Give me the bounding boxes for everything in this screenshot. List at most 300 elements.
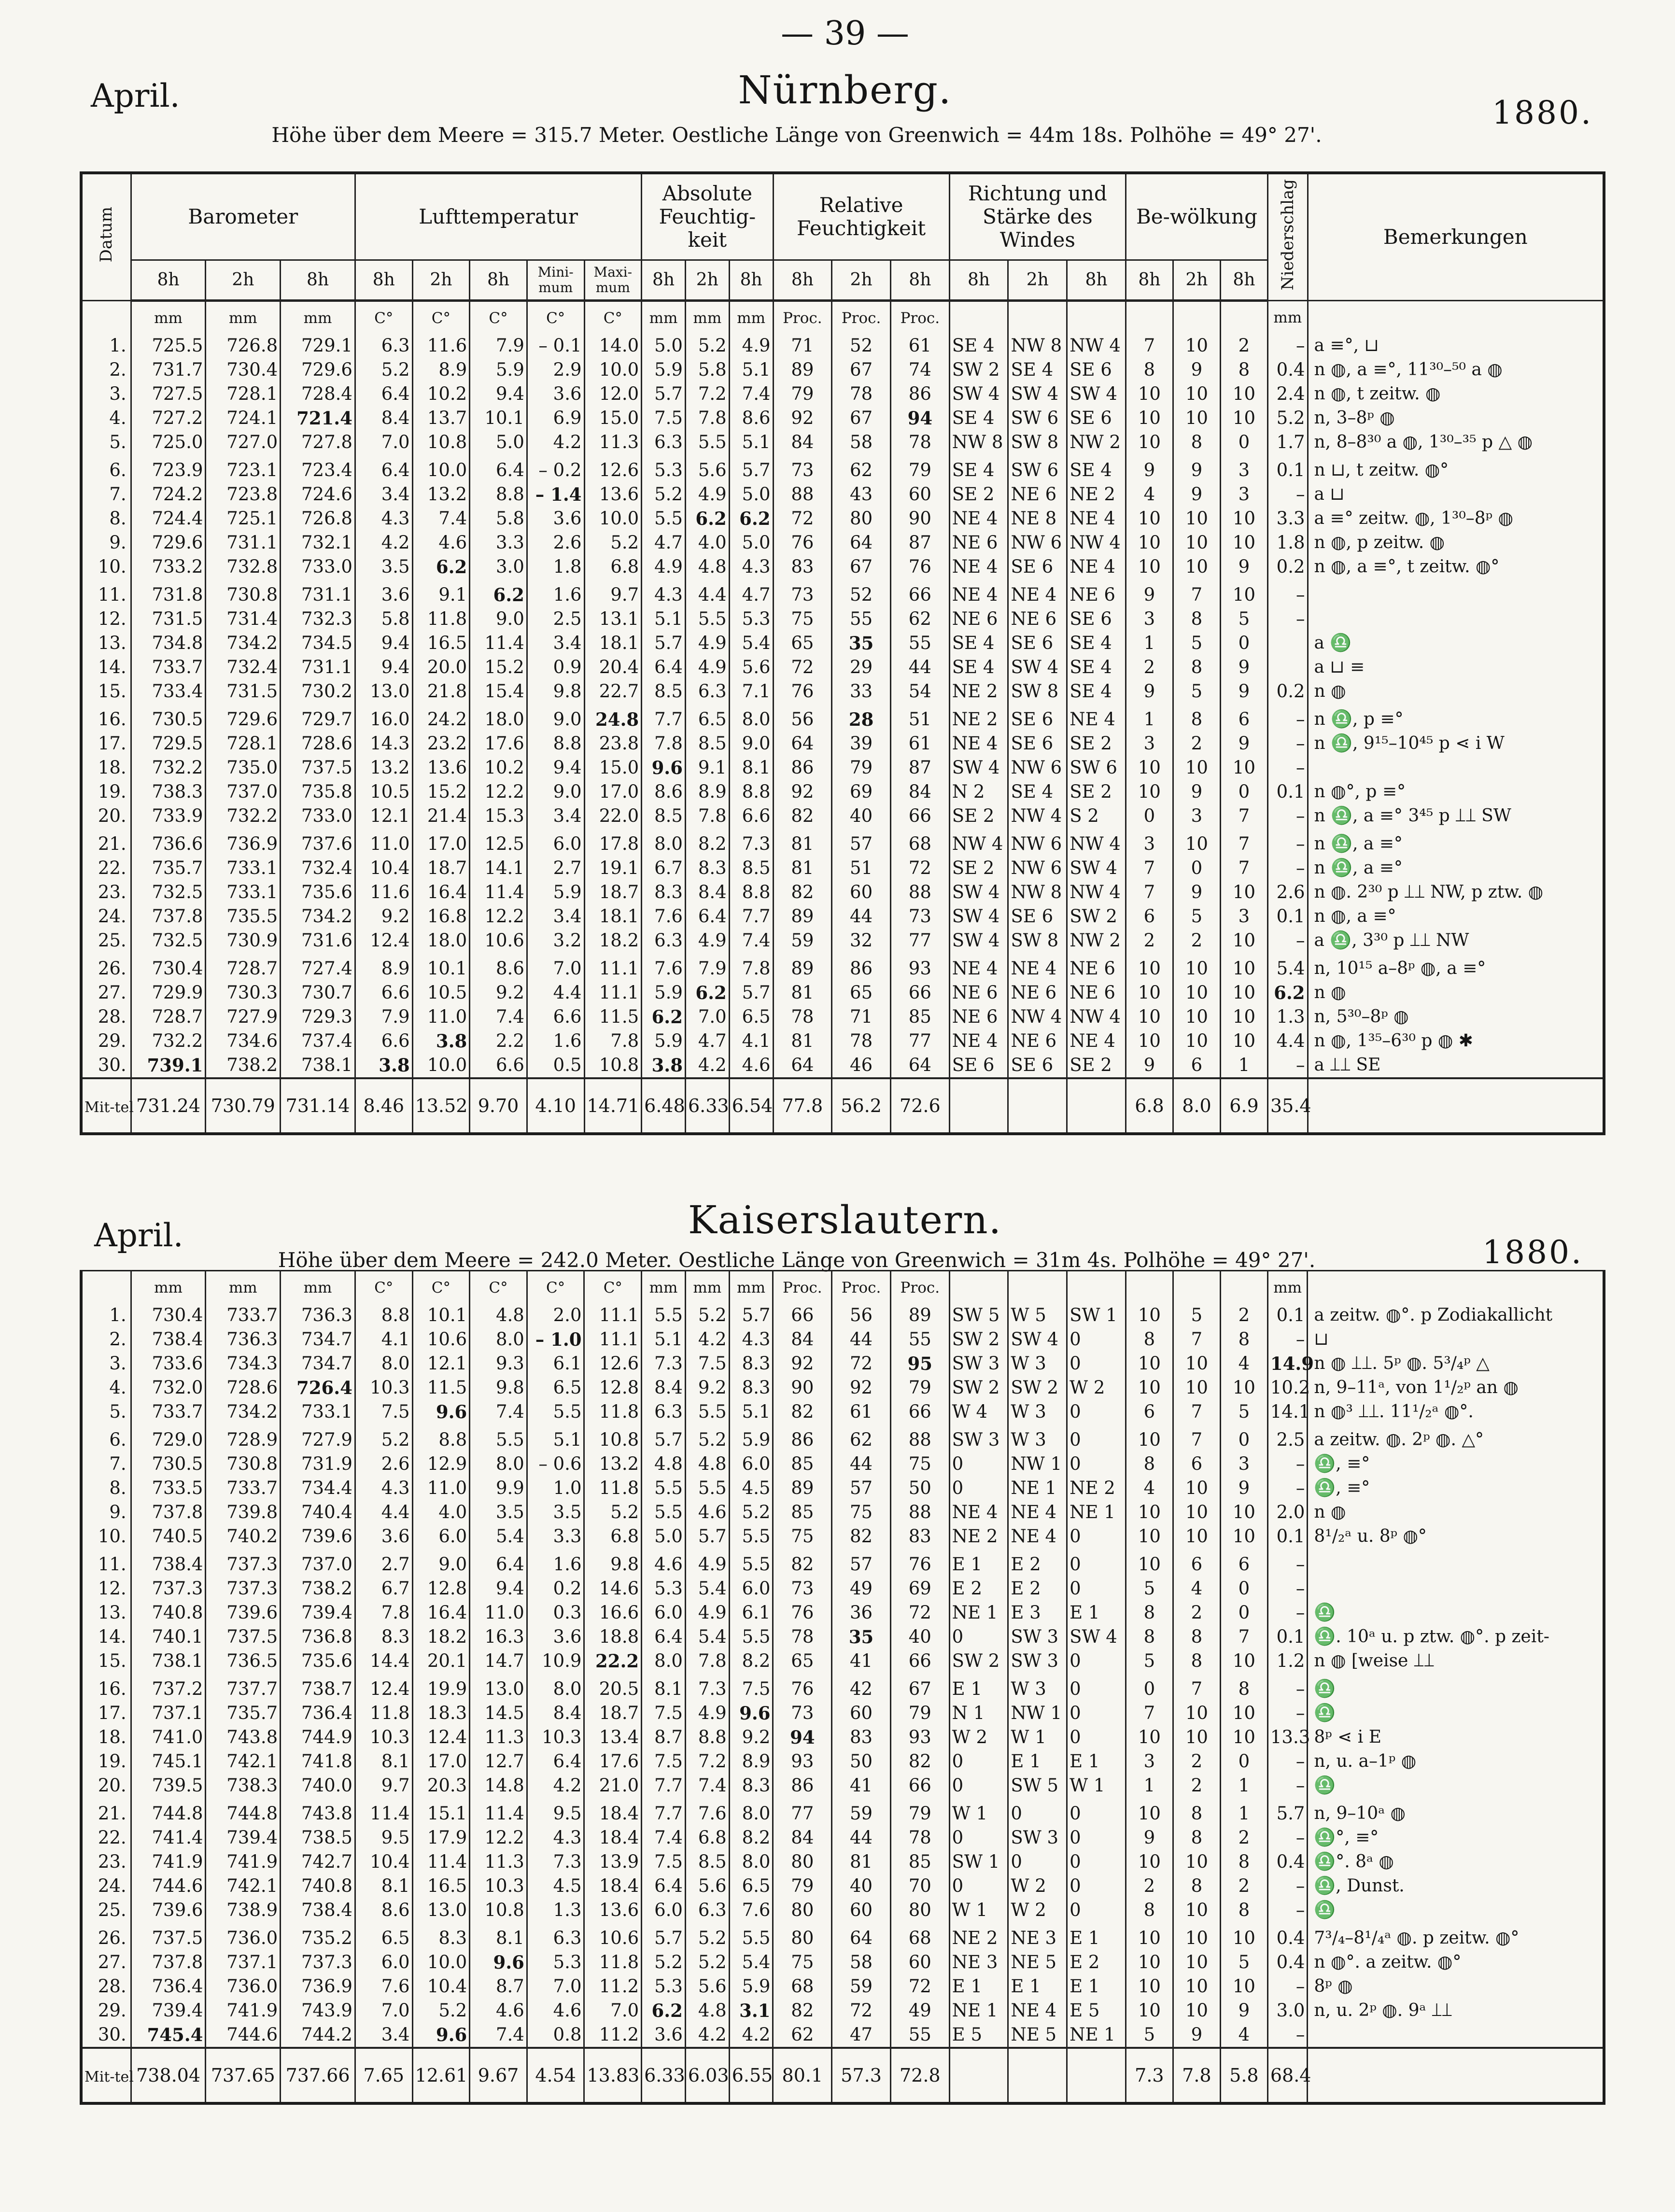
- rel-8h-evening-value: 79: [908, 1803, 931, 1824]
- temp-max-value: 6.8: [610, 556, 639, 577]
- temp-max-value: 18.2: [599, 930, 639, 951]
- cloud-8h-evening-value: 3: [1238, 483, 1250, 505]
- wind-8h-value: NE 4: [952, 733, 998, 754]
- subheader-2h: 2h: [685, 260, 729, 300]
- rel-2h-value: 42: [850, 1678, 873, 1699]
- temp-min-value: 0.3: [553, 1602, 582, 1623]
- baro-2h-value: 728.7: [226, 958, 278, 979]
- cloud-8h-evening-value: 10: [1232, 1006, 1255, 1027]
- rel-8h-evening-value: 62: [908, 608, 931, 629]
- cloud-2h-value: 8: [1191, 1626, 1203, 1647]
- rel-8h-value: 84: [791, 1827, 814, 1848]
- rel-2h-value: 62: [850, 459, 873, 480]
- temp-min-value: 3.5: [553, 1502, 582, 1522]
- temp-8h-value: 6.0: [381, 1952, 410, 1972]
- temp-8h-cell: [355, 704, 412, 828]
- baro-2h-value: 728.1: [226, 383, 278, 404]
- baro-8h-value: 724.2: [152, 483, 203, 505]
- units-row: [81, 1271, 1604, 1300]
- baro-8h-evening-value: 726.8: [301, 507, 352, 529]
- mean-cloud-8h: 6.8: [1126, 1078, 1173, 1134]
- abs-2h-cell: [685, 1673, 729, 1798]
- baro-8h-value: 730.4: [152, 958, 203, 979]
- temp-max-value: 13.9: [599, 1851, 639, 1872]
- abs-2h-value: 7.8: [698, 407, 727, 428]
- wind-8h-value: E 5: [952, 2024, 982, 2045]
- baro-8h-evening-cell: [281, 1798, 355, 1922]
- temp-min-cell: [527, 704, 584, 828]
- temp-8h-value: 9.4: [381, 656, 410, 677]
- temp-2h-value: 15.1: [427, 1803, 467, 1824]
- temp-max-value: 12.6: [599, 1353, 639, 1374]
- rel-2h-value: 49: [850, 1578, 873, 1599]
- temp-max-value: 9.8: [610, 1554, 639, 1575]
- cloud-2h-value: 10: [1185, 1976, 1208, 1997]
- temp-min-value: 1.6: [553, 1030, 582, 1051]
- rel-8h-value: 76: [791, 1678, 814, 1699]
- rel-8h-value: 79: [791, 1875, 814, 1896]
- subheader-8h: 8h: [642, 260, 686, 300]
- abs-8h-value: 5.5: [654, 1502, 683, 1522]
- rel-8h-value: 72: [791, 507, 814, 529]
- cloud-8h-value: 10: [1138, 1803, 1161, 1824]
- abs-2h-value: 5.8: [698, 359, 727, 380]
- header-barometer: Barometer: [131, 173, 355, 260]
- wind-2h-value: NW 6: [1011, 757, 1062, 778]
- cloud-8h-value: 3: [1143, 733, 1155, 754]
- day-group: [81, 1673, 1604, 1798]
- subheader-8h: 8h: [1126, 260, 1173, 300]
- abs-8h-value: 6.4: [654, 656, 683, 677]
- wind-2h-value: E 1: [1011, 1976, 1041, 1997]
- wind-2h-value: W 3: [1011, 1401, 1046, 1422]
- abs-8h-value: 5.7: [654, 1429, 683, 1450]
- remarks-value: n ◍°. a zeitw. ◍°: [1314, 1952, 1462, 1972]
- day-number: 8.: [109, 1478, 127, 1498]
- rel-8h-evening-value: 94: [907, 407, 933, 429]
- remarks-value: n, 9–11ᵃ, von 1¹/₂ᵖ an ◍: [1314, 1378, 1519, 1397]
- remarks-value: n, 9–10ᵃ ◍: [1314, 1803, 1406, 1823]
- temp-8h-evening-value: 6.4: [496, 1554, 524, 1575]
- temp-max-value: 12.8: [599, 1377, 639, 1398]
- precip-cell: [1267, 1673, 1308, 1798]
- temp-min-value: 1.6: [553, 584, 582, 605]
- temp-2h-cell: [412, 454, 470, 579]
- baro-8h-value: 738.4: [152, 1329, 203, 1350]
- rel-8h-value: 78: [791, 1626, 814, 1647]
- subheader-8h: 8h: [1220, 260, 1267, 300]
- temp-min-value: 4.4: [553, 982, 582, 1003]
- wind-8h-evening-value: SE 4: [1070, 656, 1112, 677]
- baro-2h-value: 732.2: [226, 805, 278, 826]
- baro-8h-cell: [131, 1424, 206, 1549]
- temp-8h-value: 11.8: [370, 1703, 410, 1723]
- cloud-8h-evening-value: 8: [1238, 1678, 1250, 1699]
- temp-8h-evening-value: 12.2: [484, 781, 524, 802]
- rel-8h-value: 71: [791, 335, 814, 356]
- rel-8h-evening-value: 79: [908, 459, 931, 480]
- rel-8h-value: 92: [791, 1353, 814, 1374]
- rel-8h-evening-cell: [890, 828, 949, 953]
- temp-min-value: 10.9: [542, 1650, 582, 1671]
- baro-8h-value: 737.8: [152, 905, 203, 927]
- rel-2h-value: 62: [850, 1429, 873, 1450]
- cloud-2h-value: 8: [1191, 431, 1203, 452]
- rel-8h-evening-cell: [890, 953, 949, 1078]
- wind-2h-value: NE 6: [1011, 483, 1057, 505]
- cloud-2h-value: 5: [1191, 680, 1203, 702]
- temp-max-value: 11.2: [599, 1976, 639, 1997]
- rel-8h-value: 83: [791, 556, 814, 577]
- rel-8h-evening-value: 55: [908, 2024, 931, 2045]
- temp-2h-value: 10.0: [427, 1952, 467, 1972]
- abs-8h-value: 5.2: [654, 483, 683, 505]
- cloud-8h-value: 0: [1143, 1678, 1155, 1699]
- wind-2h-value: SE 6: [1011, 708, 1054, 730]
- temp-2h-cell: [412, 1424, 470, 1549]
- baro-8h-evening-value: 744.9: [301, 1727, 352, 1747]
- day-number: 3.: [109, 383, 127, 404]
- cloud-8h-value: 6: [1143, 905, 1155, 927]
- wind-8h-value: W 2: [952, 1727, 988, 1747]
- rel-2h-value: 59: [850, 1803, 873, 1824]
- rel-2h-cell: [832, 1922, 891, 2048]
- mean-temp-8h-evening: 9.70: [470, 1078, 527, 1134]
- cloud-2h-value: 9: [1191, 2024, 1203, 2045]
- baro-8h-evening-value: 726.4: [296, 1377, 352, 1398]
- day-number: 6.: [109, 1429, 127, 1450]
- remarks-value: n ♎, p ≡°: [1314, 709, 1404, 729]
- page-number: — 39 —: [781, 14, 909, 53]
- rel-8h-evening-value: 77: [908, 930, 931, 951]
- wind-2h-value: SE 6: [1011, 632, 1054, 653]
- temp-min-value: 7.3: [553, 1851, 582, 1872]
- rel-8h-value: 75: [791, 1526, 814, 1547]
- abs-8h-value: 7.8: [654, 733, 683, 754]
- temp-max-value: 18.1: [599, 905, 639, 927]
- remarks-cell: [1308, 828, 1604, 953]
- wind-8h-value: NE 2: [952, 708, 998, 730]
- temp-8h-evening-value: 12.5: [484, 833, 524, 854]
- baro-8h-value: 733.2: [152, 556, 203, 577]
- cloud-8h-evening-value: 10: [1232, 1727, 1255, 1747]
- temp-8h-value: 12.4: [370, 930, 410, 951]
- unit-cell: [1008, 1271, 1067, 1300]
- unit-cell: mm: [685, 1271, 729, 1300]
- rel-8h-evening-value: 68: [908, 833, 931, 854]
- temp-8h-cell: [355, 1424, 412, 1549]
- wind-2h-cell: [1008, 953, 1067, 1078]
- rel-2h-value: 57: [850, 1554, 873, 1575]
- temp-8h-evening-value: 11.0: [484, 1602, 524, 1623]
- baro-8h-evening-value: 731.9: [301, 1453, 352, 1474]
- wind-8h-evening-value: 0: [1070, 1678, 1081, 1699]
- remarks-value: ♎, Dunst.: [1314, 1876, 1405, 1896]
- temp-max-cell: [584, 454, 642, 579]
- cloud-8h-cell: [1126, 953, 1173, 1078]
- temp-8h-value: 8.6: [381, 1900, 410, 1920]
- abs-2h-value: 6.3: [698, 1900, 727, 1920]
- remarks-value: n ◍. 2³⁰ p ⟘⟘ NW, p ztw. ◍: [1314, 882, 1544, 902]
- unit-cell: C°: [584, 300, 642, 330]
- temp-8h-cell: [355, 1299, 412, 1424]
- unit-cell: C°: [470, 1271, 527, 1300]
- rel-8h-evening-value: 61: [908, 335, 931, 356]
- baro-2h-value: 732.4: [226, 656, 278, 677]
- temp-8h-evening-value: 15.3: [484, 805, 524, 826]
- temp-min-value: 7.0: [553, 958, 582, 979]
- wind-8h-value: 0: [952, 1626, 964, 1647]
- mean-temp-8h: 8.46: [355, 1078, 412, 1134]
- abs-8h-value: 8.7: [654, 1727, 683, 1747]
- abs-8h-value: 3.6: [654, 2024, 683, 2045]
- day-number: 5.: [109, 1401, 127, 1422]
- abs-8h-evening-cell: [729, 454, 773, 579]
- wind-2h-value: NE 4: [1011, 958, 1057, 979]
- cloud-8h-evening-value: 7: [1238, 857, 1250, 878]
- baro-8h-cell: [131, 1673, 206, 1798]
- wind-2h-value: SE 6: [1011, 905, 1054, 927]
- abs-8h-evening-value: 8.3: [742, 1377, 771, 1398]
- temp-8h-value: 9.2: [381, 905, 410, 927]
- header-lufttemperatur: Lufttemperatur: [355, 173, 641, 260]
- temp-8h-evening-value: 8.6: [496, 958, 524, 979]
- wind-8h-value: NE 4: [952, 958, 998, 979]
- wind-2h-value: SW 5: [1011, 1775, 1059, 1796]
- temp-8h-evening-value: 11.4: [484, 881, 524, 902]
- baro-8h-evening-value: 723.4: [301, 459, 352, 480]
- abs-2h-value: 6.2: [695, 982, 727, 1003]
- baro-2h-value: 723.1: [226, 459, 278, 480]
- baro-8h-evening-value: 736.3: [301, 1305, 352, 1325]
- rel-8h-value: 78: [791, 1006, 814, 1027]
- wind-8h-evening-value: SE 2: [1070, 733, 1112, 754]
- rel-8h-evening-value: 88: [908, 1429, 931, 1450]
- remarks-cell: [1308, 1673, 1604, 1798]
- temp-8h-value: 7.0: [381, 2000, 410, 2021]
- rel-8h-value: 62: [791, 2024, 814, 2045]
- day-number: 30.: [98, 2024, 127, 2045]
- temp-max-value: 10.0: [599, 359, 639, 380]
- subheader-minimum: Mini-mum: [527, 260, 584, 300]
- cloud-2h-value: 10: [1185, 833, 1208, 854]
- temp-2h-value: 6.2: [436, 556, 467, 578]
- wind-8h-evening-value: SW 2: [1070, 905, 1117, 927]
- temp-8h-value: 8.4: [381, 407, 410, 428]
- temp-8h-value: 5.8: [381, 608, 410, 629]
- temp-8h-value: 4.1: [381, 1329, 410, 1350]
- day-number: 21.: [98, 1803, 127, 1824]
- wind-8h-evening-value: NW 4: [1070, 532, 1121, 553]
- cloud-8h-value: 10: [1138, 1727, 1161, 1747]
- temp-max-cell: [584, 1673, 642, 1798]
- rel-2h-value: 46: [850, 1054, 873, 1075]
- mean-label: [81, 2048, 134, 2103]
- rel-8h-evening-cell: [890, 1673, 949, 1798]
- temp-8h-evening-value: 16.3: [484, 1626, 524, 1647]
- wind-2h-value: NW 6: [1011, 532, 1062, 553]
- cloud-8h-evening-value: 10: [1232, 1703, 1255, 1723]
- table-kaiserslautern: [80, 1270, 1605, 2105]
- precip-value: –: [1295, 2024, 1305, 2045]
- unit-cell: mm: [1267, 300, 1308, 330]
- wind-8h-value: SW 4: [952, 905, 1000, 927]
- wind-2h-value: SW 4: [1011, 656, 1059, 677]
- rel-8h-value: 73: [791, 1703, 814, 1723]
- wind-2h-value: SW 2: [1011, 1377, 1059, 1398]
- remarks-value: ♎, ≡°: [1314, 1454, 1370, 1474]
- baro-8h-evening-value: 735.8: [301, 781, 352, 802]
- baro-8h-evening-cell: [281, 1673, 355, 1798]
- rel-2h-value: 44: [850, 1329, 873, 1350]
- unit-cell: [1220, 300, 1267, 330]
- baro-8h-value: 727.2: [152, 407, 203, 428]
- wind-8h-evening-cell: [1067, 828, 1126, 953]
- abs-2h-value: 4.0: [698, 532, 727, 553]
- remarks-value: ♎°, ≡°: [1314, 1828, 1379, 1847]
- wind-8h-evening-value: 0: [1070, 1526, 1081, 1547]
- cloud-8h-evening-value: 5: [1238, 608, 1250, 629]
- baro-8h-evening-cell: [281, 1922, 355, 2048]
- rel-2h-value: 67: [850, 407, 873, 428]
- rel-2h-cell: [832, 704, 891, 828]
- temp-max-cell: [584, 1424, 642, 1549]
- abs-8h-evening-value: 8.3: [742, 1353, 771, 1374]
- wind-2h-value: SW 6: [1011, 407, 1059, 428]
- temp-2h-cell: [412, 828, 470, 953]
- cloud-8h-evening-value: 9: [1238, 733, 1250, 754]
- wind-8h-value: NE 4: [952, 556, 998, 577]
- cloud-2h-value: 7: [1191, 1678, 1203, 1699]
- baro-2h-value: 730.9: [226, 930, 278, 951]
- precip-value: 3.0: [1276, 2000, 1305, 2021]
- unit-cell: C°: [584, 1271, 642, 1300]
- cloud-8h-value: 0: [1143, 805, 1155, 826]
- precip-value: –: [1295, 1703, 1305, 1723]
- rel-8h-value: 59: [791, 930, 814, 951]
- abs-2h-value: 5.5: [698, 608, 727, 629]
- abs-8h-cell: [642, 454, 686, 579]
- temp-min-value: 8.8: [553, 733, 582, 754]
- wind-8h-value: SE 4: [952, 335, 995, 356]
- precip-value: –: [1295, 1478, 1305, 1498]
- baro-8h-value: 741.0: [152, 1727, 203, 1747]
- unit-cell: [949, 1271, 1008, 1300]
- remarks-value: n ♎, 9¹⁵–10⁴⁵ p ⋖ i W: [1314, 733, 1505, 753]
- temp-min-value: 6.3: [553, 1928, 582, 1948]
- mean-baro-8h: 731.24: [131, 1078, 206, 1134]
- rel-8h-value: 81: [791, 857, 814, 878]
- rel-2h-value: 81: [850, 1851, 873, 1872]
- abs-8h-cell: [642, 704, 686, 828]
- temp-max-value: 16.6: [599, 1602, 639, 1623]
- wind-8h-evening-value: SE 4: [1070, 680, 1112, 702]
- temp-max-value: 5.2: [610, 1502, 639, 1522]
- baro-8h-evening-value: 740.8: [301, 1875, 352, 1896]
- temp-min-value: 3.4: [553, 632, 582, 653]
- precip-cell: [1267, 1299, 1314, 1424]
- wind-8h-value: 0: [952, 1875, 964, 1896]
- cloud-8h-evening-cell: [1220, 704, 1267, 828]
- temp-8h-evening-cell: [470, 1922, 527, 2048]
- remarks-value: n ♎, a ≡°: [1314, 833, 1403, 854]
- wind-8h-cell: [949, 828, 1008, 953]
- wind-8h-evening-cell: [1067, 1673, 1126, 1798]
- subheader-maximum: Maxi-mum: [584, 260, 642, 300]
- temp-2h-value: 16.4: [427, 881, 467, 902]
- precip-value: –: [1295, 1900, 1305, 1920]
- mean-cloud-2h: 8.0: [1173, 1078, 1220, 1134]
- wind-8h-evening-value: 0: [1070, 1401, 1081, 1422]
- rel-2h-value: 28: [848, 708, 874, 730]
- temp-min-value: 9.8: [553, 680, 582, 702]
- baro-2h-cell: [206, 1798, 281, 1922]
- wind-8h-value: SW 3: [952, 1353, 1000, 1374]
- temp-min-cell: [527, 1549, 584, 1673]
- cloud-8h-evening-value: 9: [1238, 680, 1250, 702]
- cloud-2h-cell: [1173, 828, 1220, 953]
- cloud-2h-value: 10: [1185, 982, 1208, 1003]
- temp-8h-value: 7.8: [381, 1602, 410, 1623]
- wind-8h-evening-value: SE 2: [1070, 781, 1112, 802]
- baro-2h-value: 737.0: [226, 781, 278, 802]
- precip-value: 0.1: [1276, 1305, 1305, 1325]
- temp-max-value: 11.8: [599, 1952, 639, 1972]
- baro-8h-evening-value: 733.1: [301, 1401, 352, 1422]
- abs-2h-cell: [685, 828, 729, 953]
- remarks-value: ⊔: [1314, 1329, 1329, 1349]
- abs-8h-value: 8.3: [654, 881, 683, 902]
- rel-8h-value: 81: [791, 833, 814, 854]
- temp-8h-evening-value: 3.3: [496, 532, 524, 553]
- rel-8h-evening-value: 88: [908, 881, 931, 902]
- abs-2h-value: 5.2: [698, 1305, 727, 1325]
- day-number: 26.: [98, 958, 127, 979]
- rel-2h-cell: [832, 330, 891, 454]
- wind-2h-value: SW 6: [1011, 459, 1059, 480]
- wind-8h-value: W 4: [952, 1401, 988, 1422]
- baro-2h-value: 728.1: [226, 733, 278, 754]
- baro-8h-evening-value: 734.5: [301, 632, 352, 653]
- abs-8h-cell: [642, 1673, 686, 1798]
- abs-8h-value: 4.8: [654, 1453, 683, 1474]
- rel-8h-cell: [773, 1299, 832, 1424]
- temp-8h-cell: [355, 579, 412, 704]
- wind-8h-cell: [949, 704, 1008, 828]
- temp-8h-value: 6.4: [381, 383, 410, 404]
- wind-8h-value: N 2: [952, 781, 985, 802]
- day-numbers: [81, 1922, 131, 2048]
- temp-max-value: 11.1: [599, 1305, 639, 1325]
- abs-2h-cell: [685, 953, 729, 1078]
- wind-8h-evening-value: E 1: [1070, 1751, 1100, 1772]
- day-number: 18.: [98, 1727, 127, 1747]
- rel-8h-value: 75: [791, 608, 814, 629]
- baro-8h-value: 740.1: [152, 1626, 203, 1647]
- baro-8h-cell: [131, 1798, 206, 1922]
- temp-max-cell: [584, 1299, 642, 1424]
- wind-2h-value: W 3: [1011, 1678, 1046, 1699]
- subheader-8h: 8h: [949, 260, 1008, 300]
- baro-2h-value: 727.9: [226, 1006, 278, 1027]
- unit-cell: Proc.: [832, 300, 891, 330]
- wind-8h-cell: [949, 1922, 1008, 2048]
- temp-2h-value: 18.3: [427, 1703, 467, 1723]
- rel-2h-value: 51: [850, 857, 873, 878]
- cloud-2h-value: 8: [1191, 1803, 1203, 1824]
- abs-8h-evening-value: 7.7: [742, 905, 771, 927]
- abs-8h-evening-value: 5.9: [742, 1976, 771, 1997]
